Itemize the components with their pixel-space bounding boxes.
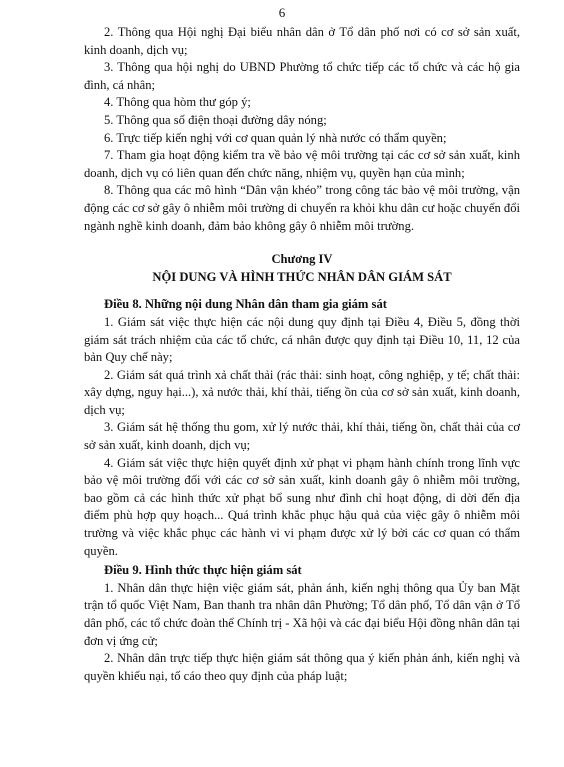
list-item: 1. Giám sát việc thực hiện các nội dung quy định tại Điều 4, Điều 5, đồng thời giám sát trách nhiệm của các tổ chức, cá nhân được quy định tại Điều 10, 11, 12 của bản Quy chế này;	[84, 314, 520, 365]
list-item: 3. Giám sát hệ thống thu gom, xử lý nước thải, khí thải, tiếng ồn, chất thải của cơ sở sản xuất, kinh doanh, dịch vụ;	[84, 420, 520, 453]
list-item: 3. Thông qua hội nghị do UBND Phường tổ chức tiếp các tổ chức và các hộ gia đình, cá nhân;	[84, 60, 520, 92]
article-9-heading: Điều 9. Hình thức thực hiện giám sát	[104, 563, 302, 578]
list-item: 5. Thông qua số điện thoại đường dây nóng;	[104, 112, 327, 127]
list-item: 4. Giám sát việc thực hiện quyết định xử phạt vi phạm hành chính trong lĩnh vực bảo vệ môi trường đối với các cơ sở sản xuất, kinh doanh gây ô nhiễm môi trường, bao gồm cả các hình thức xử phạt bổ sung như đình chỉ hoạt động, di dời đến địa điểm phù hợp quy hoạch... Quá trình khắc phục hậu quả của việc gây ô nhiễm môi trường và việc khắc phục các hành vi vi phạm được xử lý bởi các cơ quan có thẩm quyền.	[84, 455, 520, 558]
list-item: 4. Thông qua hòm thư góp ý;	[104, 95, 251, 110]
page-number: 6	[278, 5, 286, 20]
list-item: 1. Nhân dân thực hiện việc giám sát, phản ánh, kiến nghị thông qua Ủy ban Mặt trận tổ quốc Việt Nam, Ban thanh tra nhân dân Phường; Tổ dân phố, Tổ dân vận ở Tổ dân phố, các tổ chức đoàn thể Chính trị - Xã hội và các đại biểu Hội đồng nhân dân tại đơn vị ứng cử;	[84, 580, 520, 648]
article-8-heading: Điều 8. Những nội dung Nhân dân tham gia giám sát	[104, 297, 387, 312]
list-item: 8. Thông qua các mô hình “Dân vận khéo” trong công tác bảo vệ môi trường, vận động các cơ sở gây ô nhiễm môi trường di chuyển ra khỏi khu dân cư hoặc chuyển đổi ngành nghề kinh doanh, đảm bảo không gây ô nhiễm môi trường.	[84, 183, 520, 233]
list-item: 2. Nhân dân trực tiếp thực hiện giám sát thông qua ý kiến phản ánh, kiến nghị và quyền khiếu nại, tố cáo theo quy định của pháp luật;	[84, 651, 520, 683]
chapter-number: Chương IV	[271, 252, 333, 267]
list-item: 2. Thông qua Hội nghị Đại biểu nhân dân ở Tổ dân phố nơi có cơ sở sản xuất, kinh doanh, dịch vụ;	[84, 25, 520, 57]
list-item: 2. Giám sát quá trình xả chất thải (rác thải: sinh hoạt, công nghiệp, y tế; chất thải: xây dựng, nguy hại...), xả nước thải, khí thải, tiếng ồn của cơ sở sản xuất, kinh doanh, dịch vụ;	[84, 367, 520, 417]
list-item: 7. Tham gia hoạt động kiểm tra về bảo vệ môi trường tại các cơ sở sản xuất, kinh doanh, dịch vụ có liên quan đến chức năng, nhiệm vụ, quyền hạn của mình;	[84, 148, 520, 180]
list-item: 6. Trực tiếp kiến nghị với cơ quan quản lý nhà nước có thẩm quyền;	[104, 130, 447, 145]
chapter-title: NỘI DUNG VÀ HÌNH THỨC NHÂN DÂN GIÁM SÁT	[152, 269, 452, 284]
document-body	[84, 24, 520, 685]
